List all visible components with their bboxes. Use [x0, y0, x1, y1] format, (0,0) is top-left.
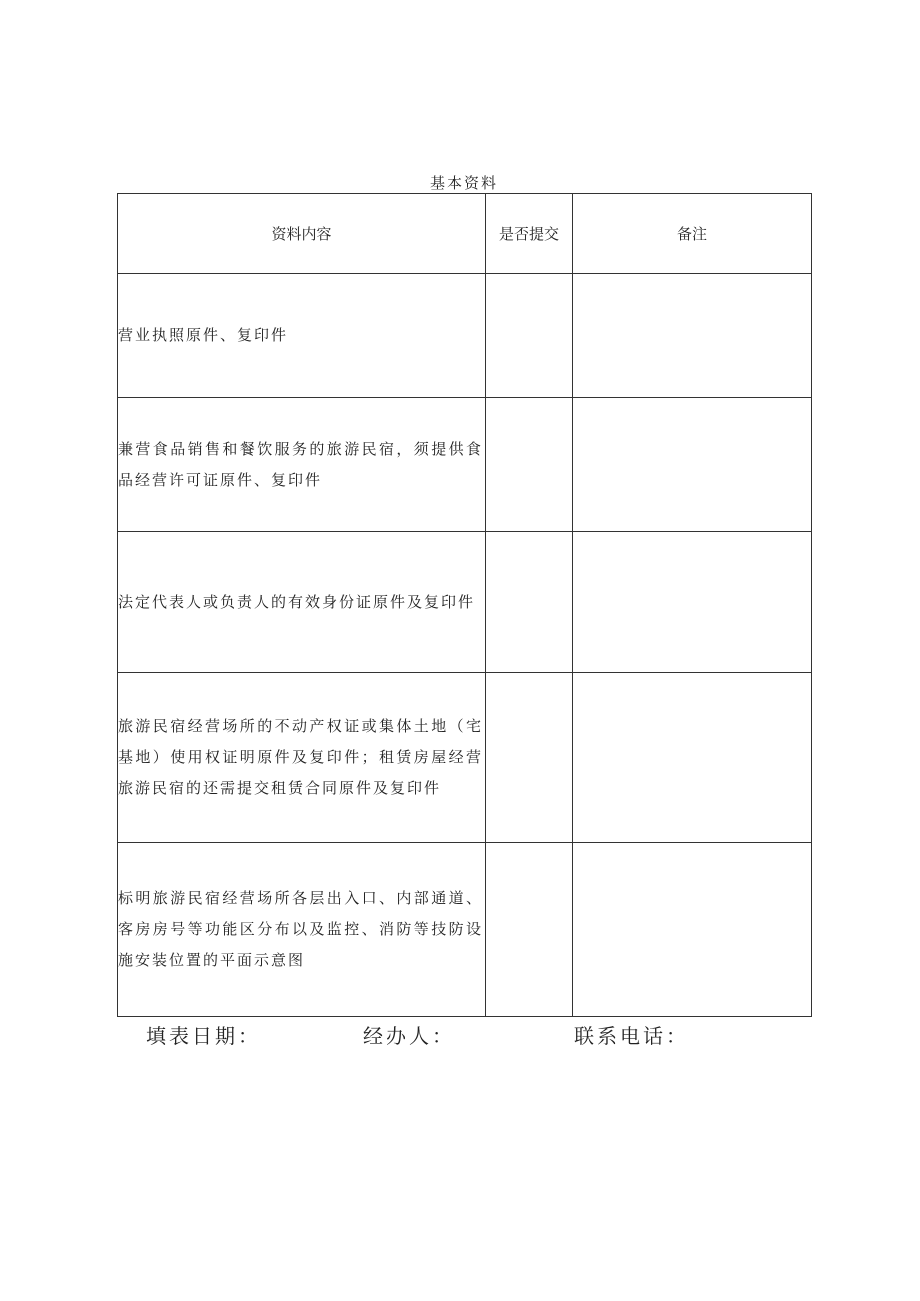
- table-title: 基本资料: [429, 174, 498, 192]
- row-submitted-cell[interactable]: [486, 274, 573, 398]
- row-remark-cell[interactable]: [573, 843, 812, 1017]
- row-remark-cell[interactable]: [573, 398, 812, 532]
- row-content: 营业执照原件、复印件: [118, 274, 486, 398]
- fill-date-label: 填表日期：: [146, 1024, 261, 1048]
- materials-table: [117, 193, 812, 1017]
- header-content: 资料内容: [118, 194, 486, 274]
- row-content: 兼营食品销售和餐饮服务的旅游民宿，须提供食品经营许可证原件、复印件: [118, 398, 486, 532]
- row-submitted-cell[interactable]: [486, 843, 573, 1017]
- table-row: [118, 398, 812, 532]
- table-row: [118, 274, 812, 398]
- row-submitted-cell[interactable]: [486, 673, 573, 843]
- table-row: [118, 673, 812, 843]
- header-submitted: 是否提交: [486, 194, 573, 274]
- table-row: [118, 843, 812, 1017]
- phone-label: 联系电话：: [574, 1024, 689, 1048]
- header-remark: 备注: [573, 194, 812, 274]
- row-content: 法定代表人或负责人的有效身份证原件及复印件: [118, 532, 486, 673]
- table-header-row: [118, 194, 812, 274]
- row-remark-cell[interactable]: [573, 274, 812, 398]
- table-row: [118, 532, 812, 673]
- row-remark-cell[interactable]: [573, 532, 812, 673]
- handler-label: 经办人：: [363, 1024, 455, 1048]
- row-submitted-cell[interactable]: [486, 532, 573, 673]
- row-content: 标明旅游民宿经营场所各层出入口、内部通道、客房房号等功能区分布以及监控、消防等技防设施安装位置的平面示意图: [118, 843, 486, 1017]
- row-content: 旅游民宿经营场所的不动产权证或集体土地（宅基地）使用权证明原件及复印件；租赁房屋经营旅游民宿的还需提交租赁合同原件及复印件: [118, 673, 486, 843]
- row-submitted-cell[interactable]: [486, 398, 573, 532]
- row-remark-cell[interactable]: [573, 673, 812, 843]
